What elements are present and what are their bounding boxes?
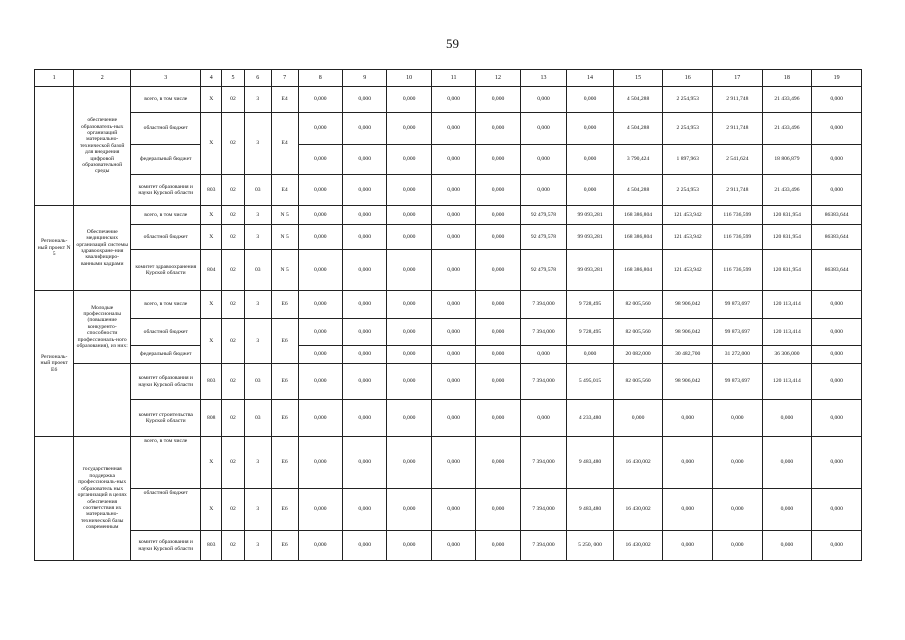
value-cell: 18 806,879 [762,145,812,175]
value-cell: 0,000 [343,145,387,175]
code-cell: X [201,225,222,250]
value-cell: 7 394,000 [520,319,567,346]
value-cell: 99 093,281 [567,206,614,225]
value-cell: 0,000 [387,489,431,531]
value-cell: 0,000 [387,113,431,145]
value-cell: 0,000 [476,113,520,145]
code-cell: 3 [244,225,271,250]
value-cell: 0,000 [298,225,342,250]
value-cell: 16 430,002 [613,531,663,561]
value-cell: 0,000 [520,145,567,175]
activity-name: государственная поддержка профессиональ-ных образователь ных организаций в целях обеспечения соответствия их материально-технической базы современным [74,437,131,561]
value-cell: 0,000 [343,206,387,225]
value-cell: 2 254,953 [663,113,713,145]
funding-source: комитет образования и науки Курской области [131,531,201,561]
value-cell: 0,000 [713,437,763,489]
code-cell: X [201,113,222,175]
col-header: 16 [663,70,713,87]
value-cell: 121 453,942 [663,250,713,291]
col-header: 13 [520,70,567,87]
value-cell: 0,000 [298,319,342,346]
code-cell: E6 [271,489,298,531]
code-cell: X [201,291,222,319]
code-cell: 3 [244,489,271,531]
value-cell: 0,000 [812,489,862,531]
code-cell: 02 [222,206,245,225]
value-cell: 0,000 [476,225,520,250]
code-cell: E4 [271,113,298,175]
value-cell: 120 113,414 [762,291,812,319]
value-cell: 0,000 [476,175,520,206]
value-cell: 7 394,000 [520,531,567,561]
activity-name: Молодые профессионалы (повышение конкуренто-способности профессиональ-ного образования), из них: [74,291,131,364]
value-cell: 0,000 [387,206,431,225]
col-header: 10 [387,70,431,87]
value-cell: 0,000 [387,319,431,346]
value-cell: 0,000 [520,400,567,437]
value-cell: 92 479,578 [520,225,567,250]
value-cell: 0,000 [713,489,763,531]
value-cell: 4 504,288 [613,175,663,206]
col-header: 12 [476,70,520,87]
code-cell: 02 [222,291,245,319]
value-cell: 4 504,288 [613,87,663,113]
value-cell: 7 394,000 [520,291,567,319]
value-cell: 86383,644 [812,206,862,225]
value-cell: 0,000 [387,250,431,291]
value-cell: 0,000 [298,175,342,206]
value-cell: 0,000 [762,400,812,437]
code-cell: 3 [244,437,271,489]
table-row [35,87,862,113]
code-cell: 3 [244,113,271,175]
value-cell: 0,000 [343,175,387,206]
value-cell: 0,000 [812,531,862,561]
code-cell: 3 [244,206,271,225]
code-cell: 02 [222,489,245,531]
value-cell: 0,000 [476,364,520,400]
value-cell: 2 254,953 [663,175,713,206]
value-cell: 30 482,700 [663,346,713,364]
value-cell: 0,000 [431,346,475,364]
funding-source: всего, в том числе [131,437,201,489]
value-cell: 0,000 [431,531,475,561]
value-cell: 7 394,000 [520,437,567,489]
code-cell: 02 [222,87,245,113]
table-row [35,113,862,145]
table-row [35,319,862,346]
code-cell: X [201,206,222,225]
code-cell: 03 [244,250,271,291]
table-row [35,346,862,364]
value-cell: 168 386,804 [613,250,663,291]
code-cell: 803 [201,175,222,206]
code-cell: 3 [244,319,271,364]
value-cell: 0,000 [812,400,862,437]
value-cell: 0,000 [343,225,387,250]
col-header: 2 [74,70,131,87]
funding-source: областной бюджет [131,319,201,346]
value-cell: 99 093,281 [567,225,614,250]
value-cell: 0,000 [713,531,763,561]
value-cell: 21 433,496 [762,113,812,145]
value-cell: 0,000 [343,400,387,437]
value-cell: 0,000 [298,400,342,437]
value-cell: 0,000 [431,225,475,250]
value-cell: 0,000 [663,400,713,437]
funding-source: комитет здравоохранения Курской области [131,250,201,291]
code-cell: 3 [244,291,271,319]
value-cell: 0,000 [567,87,614,113]
col-header: 11 [431,70,475,87]
value-cell: 0,000 [476,437,520,489]
code-cell: E6 [271,364,298,400]
funding-source: федеральный бюджет [131,145,201,175]
value-cell: 1 897,963 [663,145,713,175]
value-cell: 0,000 [812,319,862,346]
value-cell: 2 911,748 [713,175,763,206]
code-cell: E6 [271,437,298,489]
value-cell: 0,000 [387,400,431,437]
budget-table [34,69,862,561]
col-header: 4 [201,70,222,87]
value-cell: 99 873,697 [713,291,763,319]
table-row [35,175,862,206]
col-header: 19 [812,70,862,87]
value-cell: 0,000 [663,437,713,489]
value-cell: 0,000 [476,319,520,346]
code-cell: 803 [201,364,222,400]
value-cell: 82 005,560 [613,364,663,400]
value-cell: 0,000 [476,531,520,561]
funding-source: всего, в том числе [131,87,201,113]
value-cell: 92 479,578 [520,250,567,291]
table-row [35,291,862,319]
value-cell: 20 082,000 [613,346,663,364]
value-cell: 9 483,480 [567,489,614,531]
code-cell: 804 [201,250,222,291]
value-cell: 120 831,954 [762,250,812,291]
table-row [35,250,862,291]
value-cell: 2 911,748 [713,87,763,113]
value-cell: 0,000 [431,175,475,206]
value-cell: 0,000 [812,437,862,489]
funding-source: областной бюджет [131,489,201,531]
value-cell: 2 541,624 [713,145,763,175]
table-row [35,225,862,250]
code-cell: E6 [271,319,298,364]
funding-source: всего, в том числе [131,291,201,319]
value-cell: 0,000 [812,87,862,113]
value-cell: 0,000 [663,531,713,561]
value-cell: 0,000 [431,319,475,346]
value-cell: 168 386,804 [613,206,663,225]
value-cell: 0,000 [812,346,862,364]
col-header: 9 [343,70,387,87]
code-cell: E6 [271,531,298,561]
value-cell: 0,000 [476,87,520,113]
value-cell: 0,000 [476,291,520,319]
value-cell: 0,000 [298,291,342,319]
value-cell: 0,000 [387,175,431,206]
value-cell: 0,000 [431,291,475,319]
code-cell: 02 [222,531,245,561]
value-cell: 0,000 [476,489,520,531]
value-cell: 0,000 [298,145,342,175]
code-cell: 02 [222,400,245,437]
project-cell [35,87,74,206]
code-cell: E6 [271,400,298,437]
value-cell: 0,000 [812,364,862,400]
value-cell: 0,000 [567,346,614,364]
value-cell: 16 430,002 [613,437,663,489]
funding-source: комитет образования и науки Курской области [131,175,201,206]
project-cell: Региональ-ный проект Е6 [35,291,74,437]
value-cell: 0,000 [613,400,663,437]
value-cell: 0,000 [762,489,812,531]
value-cell: 0,000 [476,346,520,364]
value-cell: 99 873,697 [713,364,763,400]
table-row [35,437,862,489]
value-cell: 116 736,599 [713,206,763,225]
code-cell: 02 [222,437,245,489]
value-cell: 86383,644 [812,225,862,250]
code-cell: X [201,489,222,531]
value-cell: 0,000 [476,250,520,291]
value-cell: 0,000 [387,346,431,364]
value-cell: 99 873,697 [713,319,763,346]
value-cell: 0,000 [343,87,387,113]
value-cell: 0,000 [343,319,387,346]
value-cell: 7 394,000 [520,364,567,400]
table-row [35,364,862,400]
value-cell: 0,000 [298,489,342,531]
table-row [35,206,862,225]
value-cell: 0,000 [298,87,342,113]
code-cell: E6 [271,291,298,319]
value-cell: 0,000 [762,437,812,489]
value-cell: 121 453,942 [663,225,713,250]
value-cell: 98 906,042 [663,291,713,319]
code-cell: 02 [222,175,245,206]
value-cell: 82 005,560 [613,319,663,346]
funding-source: областной бюджет [131,113,201,145]
value-cell: 116 736,599 [713,225,763,250]
code-cell: 02 [222,319,245,364]
project-cell [35,437,74,561]
value-cell: 0,000 [476,145,520,175]
value-cell: 0,000 [387,364,431,400]
value-cell: 4 504,288 [613,113,663,145]
table-row [35,145,862,175]
value-cell: 0,000 [387,225,431,250]
value-cell: 7 394,000 [520,489,567,531]
value-cell: 120 113,414 [762,364,812,400]
value-cell: 0,000 [298,250,342,291]
value-cell: 0,000 [567,113,614,145]
col-header: 5 [222,70,245,87]
funding-source: областной бюджет [131,225,201,250]
value-cell: 5 250, 000 [567,531,614,561]
value-cell: 0,000 [387,87,431,113]
value-cell: 9 483,480 [567,437,614,489]
code-cell: N 5 [271,250,298,291]
value-cell: 0,000 [762,531,812,561]
activity-name [74,364,131,437]
code-cell: 3 [244,87,271,113]
value-cell: 0,000 [812,175,862,206]
value-cell: 4 233,480 [567,400,614,437]
code-cell: 02 [222,225,245,250]
funding-source: федеральный бюджет [131,346,201,364]
table-row [35,489,862,531]
header-row [35,70,862,87]
project-cell: Региональ-ный проект N 5 [35,206,74,291]
value-cell: 2 254,953 [663,87,713,113]
value-cell: 0,000 [298,206,342,225]
value-cell: 0,000 [431,400,475,437]
value-cell: 120 113,414 [762,319,812,346]
value-cell: 0,000 [567,175,614,206]
value-cell: 0,000 [343,250,387,291]
table-row [35,531,862,561]
value-cell: 0,000 [343,531,387,561]
value-cell: 2 911,748 [713,113,763,145]
value-cell: 120 831,954 [762,206,812,225]
code-cell: 02 [222,250,245,291]
code-cell: N 5 [271,225,298,250]
code-cell: 808 [201,400,222,437]
code-cell: N 5 [271,206,298,225]
value-cell: 0,000 [431,364,475,400]
value-cell: 0,000 [431,145,475,175]
value-cell: 0,000 [343,437,387,489]
value-cell: 98 906,042 [663,319,713,346]
value-cell: 0,000 [812,145,862,175]
value-cell: 0,000 [567,145,614,175]
table-row [35,400,862,437]
value-cell: 0,000 [520,87,567,113]
value-cell: 168 386,804 [613,225,663,250]
code-cell: X [201,437,222,489]
value-cell: 9 728,495 [567,319,614,346]
value-cell: 0,000 [431,489,475,531]
value-cell: 0,000 [476,206,520,225]
value-cell: 21 433,496 [762,87,812,113]
value-cell: 0,000 [431,113,475,145]
value-cell: 0,000 [343,364,387,400]
value-cell: 0,000 [387,531,431,561]
col-header: 1 [35,70,74,87]
code-cell: 02 [222,113,245,175]
value-cell: 121 453,942 [663,206,713,225]
code-cell: E4 [271,87,298,113]
col-header: 7 [271,70,298,87]
value-cell: 0,000 [431,250,475,291]
code-cell: 03 [244,364,271,400]
value-cell: 0,000 [343,489,387,531]
funding-source: комитет строительства Курской области [131,400,201,437]
value-cell: 0,000 [520,113,567,145]
col-header: 15 [613,70,663,87]
value-cell: 3 790,424 [613,145,663,175]
col-header: 14 [567,70,614,87]
value-cell: 82 005,560 [613,291,663,319]
value-cell: 0,000 [520,175,567,206]
value-cell: 0,000 [812,291,862,319]
code-cell: X [201,87,222,113]
value-cell: 0,000 [298,364,342,400]
value-cell: 0,000 [298,437,342,489]
code-cell: 02 [222,364,245,400]
col-header: 17 [713,70,763,87]
activity-name: Обеспечение медицинских организаций системы здравоохране-ния квалифициро-ванными кадрами [74,206,131,291]
value-cell: 86383,644 [812,250,862,291]
value-cell: 21 433,496 [762,175,812,206]
value-cell: 0,000 [343,291,387,319]
value-cell: 5 495,015 [567,364,614,400]
col-header: 8 [298,70,342,87]
page-number: 59 [446,36,459,51]
value-cell: 0,000 [298,346,342,364]
value-cell: 0,000 [431,206,475,225]
value-cell: 0,000 [343,113,387,145]
value-cell: 99 093,281 [567,250,614,291]
code-cell: X [201,319,222,364]
value-cell: 0,000 [431,87,475,113]
value-cell: 0,000 [298,531,342,561]
value-cell: 0,000 [476,400,520,437]
code-cell: 3 [244,531,271,561]
value-cell: 120 831,954 [762,225,812,250]
activity-name: обеспечение образователь-ных организаций материально-технической базой для внедрения цифровой образовательной среды [74,87,131,206]
value-cell: 98 906,042 [663,364,713,400]
value-cell: 0,000 [387,437,431,489]
value-cell: 31 272,000 [713,346,763,364]
code-cell: 03 [244,400,271,437]
code-cell: 03 [244,175,271,206]
value-cell: 0,000 [663,489,713,531]
value-cell: 36 306,000 [762,346,812,364]
value-cell: 0,000 [387,145,431,175]
col-header: 6 [244,70,271,87]
col-header: 18 [762,70,812,87]
value-cell: 116 736,599 [713,250,763,291]
code-cell: 803 [201,531,222,561]
funding-source: всего, в том числе [131,206,201,225]
value-cell: 0,000 [431,437,475,489]
value-cell: 0,000 [298,113,342,145]
value-cell: 0,000 [520,346,567,364]
value-cell: 0,000 [713,400,763,437]
value-cell: 0,000 [343,346,387,364]
value-cell: 92 479,578 [520,206,567,225]
value-cell: 0,000 [812,113,862,145]
value-cell: 0,000 [387,291,431,319]
col-header: 3 [131,70,201,87]
funding-source: комитет образования и науки Курской области [131,364,201,400]
value-cell: 16 430,002 [613,489,663,531]
code-cell: E4 [271,175,298,206]
value-cell: 9 728,495 [567,291,614,319]
